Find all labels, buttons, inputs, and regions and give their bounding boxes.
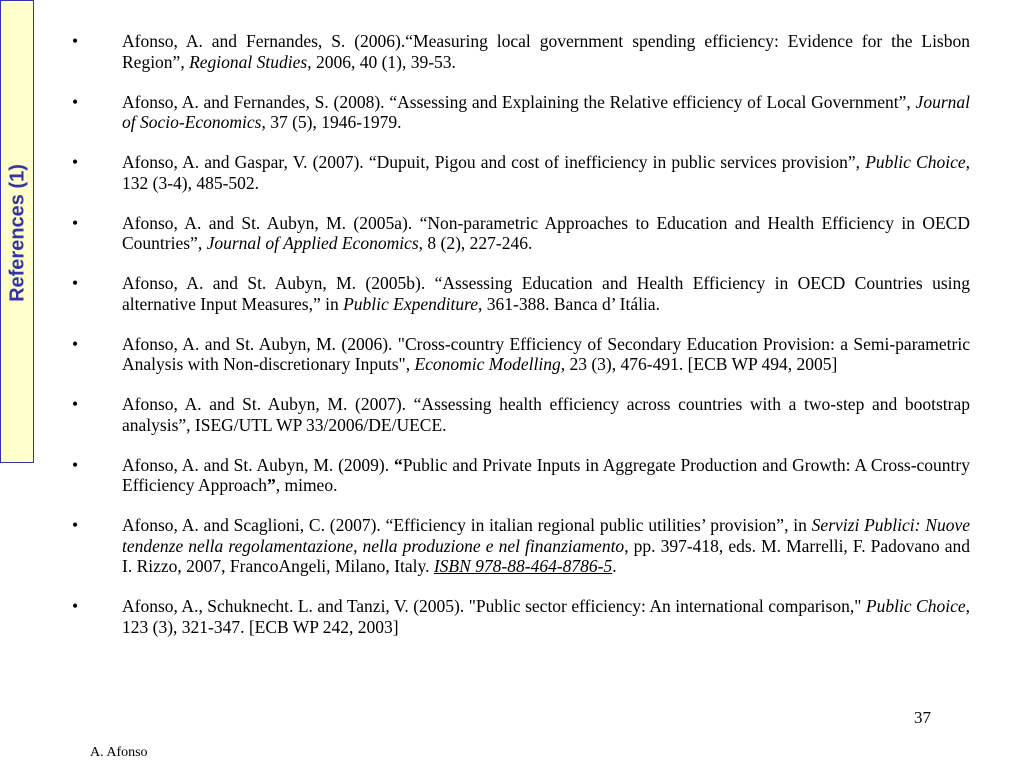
bullet-icon: • <box>72 212 79 233</box>
page-number: 37 <box>914 708 931 727</box>
paper-title: Public and Private Inputs in Aggregate Production and Growth: A Cross-country Efficiency Approach <box>122 454 970 495</box>
bullet-icon: • <box>72 596 79 616</box>
reference-item: • Afonso, A. and Fernandes, S. (2006).“Measuring local government spending efficiency: Evidence for the Lisbon Region”, Regional Studies, 2006, 40 (1), 39-53. <box>72 31 970 72</box>
bullet-icon: • <box>72 454 79 475</box>
reference-item: • Afonso, A., Schuknecht. L. and Tanzi, V. (2005). "Public sector efficiency: An international comparison," Public Choice, 123 (3), 321-347. [ECB WP 242, 2003] <box>72 596 970 637</box>
reference-list <box>66 31 970 657</box>
journal-name: Journal of Applied Economics <box>206 233 419 253</box>
section-title: References (1) <box>6 164 29 302</box>
reference-item: • Afonso, A. and St. Aubyn, M. (2006). "Cross-country Efficiency of Secondary Education Provision: a Semi-parametric Analysis with Non-discretionary Inputs", Economic Modelling, 23 (3), 476-491. [ECB WP 494, 2005] <box>72 333 970 374</box>
reference-item: • Afonso, A. and St. Aubyn, M. (2005b). “Assessing Education and Health Efficiency in OECD Countries using alternative Input Measures,” in Public Expenditure, 361-388. Banca d’ Itália. <box>72 273 970 314</box>
reference-item: • Afonso, A. and St. Aubyn, M. (2005a). “Non-parametric Approaches to Education and Health Efficiency in OECD Countries”, Journal of Applied Economics, 8 (2), 227-246. <box>72 212 970 253</box>
reference-item: • Afonso, A. and Scaglioni, C. (2007). “Efficiency in italian regional public utilities’ provision”, in Servizi Publici: Nuove tendenze nella regolamentazione, nella produzione e nel finanziamento, pp. 397-418, eds. M. Marrelli, F. Padovano and I. Rizzo, 2007, FrancoAngeli, Milano, Italy. ISBN 978-88-464-8786-5. <box>72 515 970 576</box>
journal-name: Economic Modelling <box>414 354 561 374</box>
bullet-icon: • <box>72 515 79 535</box>
journal-name: Servizi Publici: Nuove tendenze nella regolamentazione, nella produzione e nel finanziamento <box>122 515 970 556</box>
footer-author: A. Afonso <box>90 745 148 760</box>
journal-name: Public Choice <box>865 152 966 172</box>
journal-name: Public Expenditure <box>343 293 479 314</box>
reference-item: • Afonso, A. and St. Aubyn, M. (2007). “Assessing health efficiency across countries with a two-step and bootstrap analysis”, ISEG/UTL WP 33/2006/DE/UECE. <box>72 394 970 435</box>
side-banner <box>0 0 34 463</box>
bullet-icon: • <box>72 273 79 293</box>
bullet-icon: • <box>72 394 79 414</box>
reference-item: • Afonso, A. and Fernandes, S. (2008). “Assessing and Explaining the Relative efficiency of Local Government”, Journal of Socio-Economics, 37 (5), 1946-1979. <box>72 91 970 132</box>
journal-name: Regional Studies <box>189 51 308 72</box>
journal-name: Journal of Socio-Economics <box>122 91 970 132</box>
bullet-icon: • <box>72 31 79 51</box>
bullet-icon: • <box>72 333 79 354</box>
isbn-link[interactable]: ISBN 978-88-464-8786-5 <box>433 556 613 576</box>
reference-item: • Afonso, A. and St. Aubyn, M. (2009). “Public and Private Inputs in Aggregate Production and Growth: A Cross-country Efficiency Approach”, mimeo. <box>72 454 970 495</box>
reference-item: • Afonso, A. and Gaspar, V. (2007). “Dupuit, Pigou and cost of inefficiency in public services provision”, Public Choice, 132 (3-4), 485-502. <box>72 152 970 193</box>
bullet-icon: • <box>72 91 79 112</box>
journal-name: Public Choice <box>865 596 966 616</box>
bullet-icon: • <box>72 152 79 172</box>
